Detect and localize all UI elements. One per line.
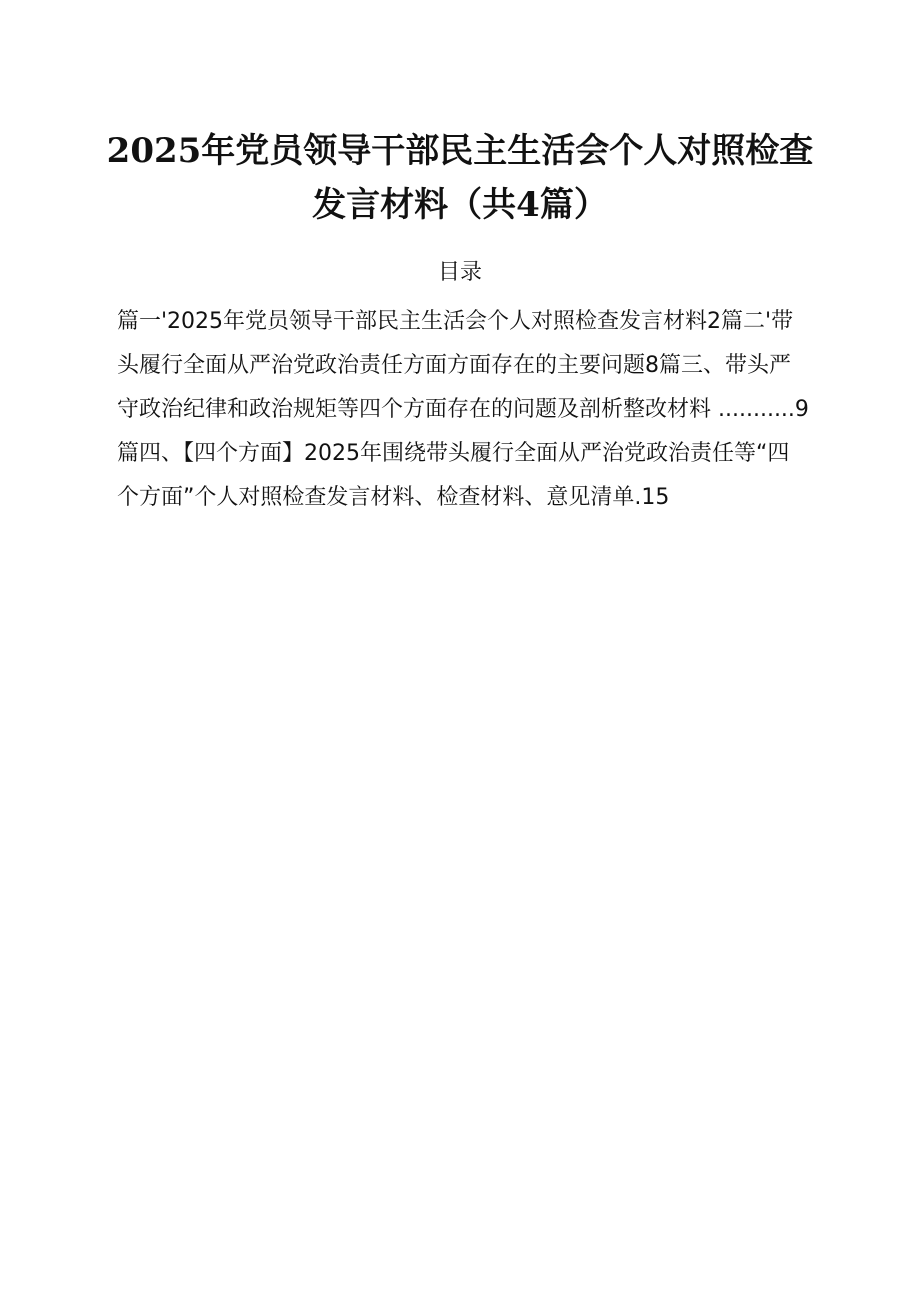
toc-line-4: 篇四、【四个方面】2025年围绕带头履行全面从严治党政治责任等“四: [117, 441, 790, 466]
document-title: [100, 124, 820, 232]
toc-line-2: 头履行全面从严治党政治责任方面方面存在的主要问题8篇三、带头严: [117, 353, 791, 378]
toc-line-1: 篇一'2025年党员领导干部民主生活会个人对照检查发言材料2篇二'带: [117, 309, 794, 334]
document-title-line-2: 发言材料（共4篇）: [312, 185, 608, 225]
toc-heading: 目录: [437, 260, 482, 285]
toc-line-5: 个方面”个人对照检查发言材料、检查材料、意见清单.15: [117, 485, 670, 510]
toc-line-3: 守政治纪律和政治规矩等四个方面存在的问题及剖析整改材料 ...........9: [117, 397, 809, 422]
table-of-contents: [117, 300, 847, 520]
document-title-line-1: 2025年党员领导干部民主生活会个人对照检查: [106, 131, 814, 171]
